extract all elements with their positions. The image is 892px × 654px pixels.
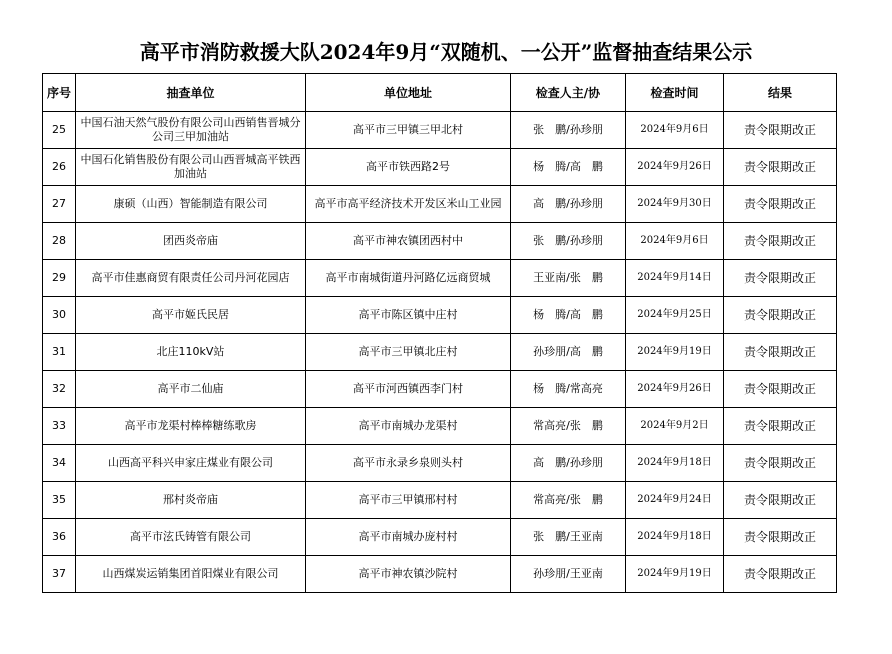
header-inspectors: 检查人主/协 [511,74,626,112]
cell-inspectors: 孙珍朋/王亚南 [511,556,626,593]
cell-index: 36 [43,519,76,556]
cell-index: 29 [43,260,76,297]
cell-address: 高平市永录乡泉则头村 [306,445,511,482]
cell-index: 34 [43,445,76,482]
cell-date: 2024年9月2日 [626,408,724,445]
cell-address: 高平市三甲镇北庄村 [306,334,511,371]
cell-unit: 高平市佳惠商贸有限责任公司丹河花园店 [76,260,306,297]
cell-date: 2024年9月24日 [626,482,724,519]
cell-address: 高平市南城办庞村村 [306,519,511,556]
cell-index: 30 [43,297,76,334]
cell-unit: 邢村炎帝庙 [76,482,306,519]
cell-unit: 北庄110kV站 [76,334,306,371]
cell-inspectors: 杨 腾/常高亮 [511,371,626,408]
cell-address: 高平市高平经济技术开发区米山工业园 [306,186,511,223]
cell-date: 2024年9月19日 [626,556,724,593]
cell-inspectors: 常高亮/张 鹏 [511,482,626,519]
cell-inspectors: 张 鹏/王亚南 [511,519,626,556]
cell-result: 责令限期改正 [724,408,837,445]
cell-date: 2024年9月6日 [626,112,724,149]
cell-index: 31 [43,334,76,371]
cell-index: 35 [43,482,76,519]
cell-unit: 山西高平科兴申家庄煤业有限公司 [76,445,306,482]
table-row [43,149,837,186]
cell-inspectors: 王亚南/张 鹏 [511,260,626,297]
cell-date: 2024年9月26日 [626,149,724,186]
cell-unit: 高平市姬氏民居 [76,297,306,334]
cell-result: 责令限期改正 [724,556,837,593]
cell-address: 高平市神农镇团西村中 [306,223,511,260]
cell-date: 2024年9月6日 [626,223,724,260]
cell-unit: 中国石油天然气股份有限公司山西销售晋城分公司三甲加油站 [76,112,306,149]
cell-inspectors: 常高亮/张 鹏 [511,408,626,445]
cell-inspectors: 孙珍朋/高 鹏 [511,334,626,371]
cell-unit: 高平市龙渠村棒棒糖练歌房 [76,408,306,445]
cell-unit: 高平市二仙庙 [76,371,306,408]
page-title: 高平市消防救援大队2024年9月“双随机、一公开”监督抽查结果公示 [139,40,753,64]
table-row [43,334,837,371]
cell-index: 32 [43,371,76,408]
cell-index: 26 [43,149,76,186]
cell-result: 责令限期改正 [724,371,837,408]
cell-address: 高平市铁西路2号 [306,149,511,186]
cell-index: 27 [43,186,76,223]
cell-unit: 中国石化销售股份有限公司山西晋城高平铁西加油站 [76,149,306,186]
cell-inspectors: 杨 腾/高 鹏 [511,149,626,186]
header-unit: 抽查单位 [76,74,306,112]
header-index: 序号 [43,74,76,112]
table-row [43,223,837,260]
cell-result: 责令限期改正 [724,519,837,556]
cell-inspectors: 张 鹏/孙珍朋 [511,223,626,260]
cell-address: 高平市三甲镇邢村村 [306,482,511,519]
cell-index: 28 [43,223,76,260]
cell-address: 高平市三甲镇三甲北村 [306,112,511,149]
cell-date: 2024年9月18日 [626,519,724,556]
table-row [43,371,837,408]
cell-date: 2024年9月26日 [626,371,724,408]
cell-result: 责令限期改正 [724,149,837,186]
cell-address: 高平市南城办龙渠村 [306,408,511,445]
cell-unit: 高平市泫氏铸管有限公司 [76,519,306,556]
cell-result: 责令限期改正 [724,482,837,519]
cell-result: 责令限期改正 [724,260,837,297]
table-row [43,408,837,445]
cell-result: 责令限期改正 [724,445,837,482]
inspection-results-table [42,73,837,593]
cell-date: 2024年9月30日 [626,186,724,223]
table-row [43,519,837,556]
cell-inspectors: 杨 腾/高 鹏 [511,297,626,334]
table-row [43,112,837,149]
table-row [43,186,837,223]
table-row [43,482,837,519]
header-address: 单位地址 [306,74,511,112]
cell-address: 高平市河西镇西李门村 [306,371,511,408]
cell-unit: 山西煤炭运销集团首阳煤业有限公司 [76,556,306,593]
cell-inspectors: 高 鹏/孙珍朋 [511,445,626,482]
cell-inspectors: 高 鹏/孙珍朋 [511,186,626,223]
header-result: 结果 [724,74,837,112]
cell-date: 2024年9月25日 [626,297,724,334]
table-row [43,556,837,593]
table-header-row [43,74,837,112]
cell-index: 25 [43,112,76,149]
cell-address: 高平市南城街道丹河路亿远商贸城 [306,260,511,297]
cell-result: 责令限期改正 [724,297,837,334]
table-row [43,445,837,482]
cell-result: 责令限期改正 [724,112,837,149]
cell-unit: 团西炎帝庙 [76,223,306,260]
cell-result: 责令限期改正 [724,223,837,260]
cell-date: 2024年9月19日 [626,334,724,371]
cell-address: 高平市陈区镇中庄村 [306,297,511,334]
cell-inspectors: 张 鹏/孙珍朋 [511,112,626,149]
cell-result: 责令限期改正 [724,186,837,223]
table-row [43,297,837,334]
cell-index: 37 [43,556,76,593]
cell-date: 2024年9月18日 [626,445,724,482]
table-row [43,260,837,297]
cell-date: 2024年9月14日 [626,260,724,297]
header-date: 检查时间 [626,74,724,112]
cell-address: 高平市神农镇沙院村 [306,556,511,593]
cell-result: 责令限期改正 [724,334,837,371]
cell-unit: 康硕（山西）智能制造有限公司 [76,186,306,223]
cell-index: 33 [43,408,76,445]
